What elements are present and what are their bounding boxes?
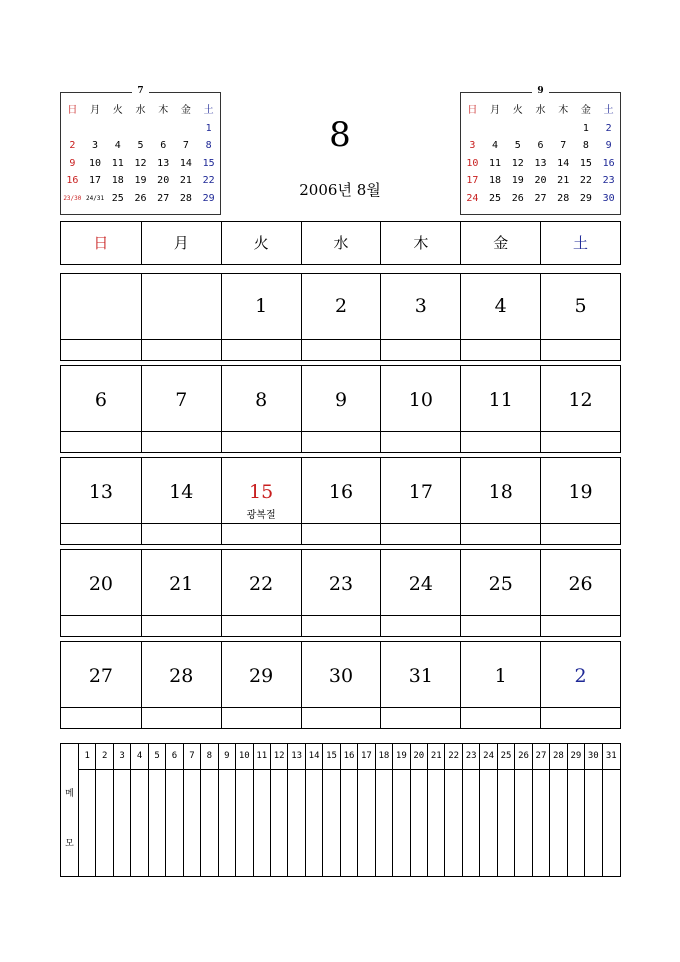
day-number: 3 — [414, 295, 427, 317]
day-number: 15 — [249, 481, 274, 503]
day-note-strip — [222, 707, 301, 728]
day-note-strip — [302, 523, 381, 544]
mini-day: 6 — [537, 140, 544, 151]
mini-day — [552, 120, 575, 138]
day-cell[interactable] — [141, 274, 221, 360]
mini-day: 8 — [582, 140, 589, 151]
day-cell[interactable] — [460, 458, 540, 544]
day-cell[interactable] — [540, 366, 620, 452]
mini-weekday-label: 水 — [535, 105, 546, 116]
day-cell[interactable] — [61, 550, 141, 636]
day-note-strip — [541, 707, 620, 728]
mini-day: 26 — [134, 192, 147, 204]
memo-day-number: 14 — [306, 744, 322, 770]
mini-day — [529, 120, 552, 138]
day-note-strip — [461, 431, 540, 452]
memo-day-number: 24 — [480, 744, 496, 770]
mini-day: 7 — [560, 140, 567, 151]
day-note-strip — [541, 615, 620, 636]
memo-day-number: 27 — [533, 744, 549, 770]
day-number: 16 — [328, 481, 354, 503]
day-number: 26 — [568, 573, 593, 595]
weekday-label: 月 — [141, 222, 221, 264]
mini-calendar-month-label: 9 — [532, 86, 548, 96]
mini-day: 9 — [605, 140, 612, 151]
memo-day-column[interactable] — [603, 744, 620, 876]
mini-weekday-label: 月 — [90, 105, 101, 116]
day-cell[interactable] — [221, 274, 301, 360]
mini-day: 23 — [602, 175, 615, 186]
memo-day-column[interactable] — [96, 744, 113, 876]
mini-weekday-label: 日 — [467, 105, 478, 116]
day-cell[interactable] — [460, 550, 540, 636]
day-cell[interactable] — [221, 458, 301, 544]
memo-day-column[interactable] — [480, 744, 497, 876]
day-cell[interactable] — [301, 366, 381, 452]
mini-weekday-label: 水 — [135, 105, 146, 116]
day-cell[interactable] — [141, 550, 221, 636]
day-note-strip — [142, 707, 221, 728]
mini-day: 10 — [466, 157, 479, 169]
day-cell[interactable] — [221, 366, 301, 452]
memo-day-column[interactable] — [376, 744, 393, 876]
mini-day: 8 — [205, 140, 212, 151]
day-note-strip — [222, 431, 301, 452]
memo-day-column[interactable] — [149, 744, 166, 876]
mini-day — [84, 120, 107, 138]
day-number: 2 — [574, 665, 587, 687]
mini-day — [175, 120, 198, 138]
mini-day: 13 — [157, 157, 170, 169]
memo-day-number: 15 — [323, 744, 339, 770]
mini-day: 12 — [134, 157, 147, 169]
day-number: 29 — [249, 665, 274, 687]
memo-day-column[interactable] — [411, 744, 428, 876]
memo-day-number: 16 — [341, 744, 357, 770]
day-cell[interactable] — [380, 550, 460, 636]
mini-day — [152, 120, 175, 138]
day-number: 5 — [574, 295, 587, 317]
day-number: 31 — [408, 665, 433, 687]
memo-day-column[interactable] — [201, 744, 218, 876]
mini-calendar-july — [60, 86, 221, 215]
mini-calendar-september — [460, 86, 621, 215]
mini-calendar-grid — [61, 102, 220, 207]
mini-weekday-label: 木 — [158, 105, 169, 116]
day-note-strip — [142, 431, 221, 452]
day-note-strip — [381, 523, 460, 544]
memo-day-column[interactable] — [445, 744, 462, 876]
weekday-header — [60, 221, 621, 265]
mini-day: 2 — [605, 122, 612, 134]
day-note-strip — [61, 523, 141, 544]
day-cell[interactable] — [460, 642, 540, 728]
memo-day-column[interactable] — [498, 744, 515, 876]
day-note-strip — [302, 431, 381, 452]
mini-weekday-label: 木 — [558, 105, 569, 116]
weekday-label: 土 — [540, 222, 620, 264]
day-note-strip — [142, 523, 221, 544]
memo-day-number: 5 — [149, 744, 165, 770]
day-note-strip — [61, 339, 141, 360]
memo-day-column[interactable] — [236, 744, 253, 876]
mini-day: 28 — [557, 192, 570, 204]
memo-day-column[interactable] — [114, 744, 131, 876]
mini-day: 1 — [205, 122, 212, 134]
mini-calendar-month-label: 7 — [132, 86, 148, 96]
memo-day-number: 30 — [585, 744, 601, 770]
mini-day: 3 — [92, 140, 99, 151]
mini-day: 29 — [202, 192, 215, 204]
memo-day-column[interactable] — [271, 744, 288, 876]
mini-day — [129, 120, 152, 138]
memo-day-number: 29 — [568, 744, 584, 770]
day-note-strip — [142, 339, 221, 360]
mini-day — [461, 120, 484, 138]
mini-weekday-label: 土 — [203, 105, 214, 116]
memo-day-number: 18 — [376, 744, 392, 770]
weekday-label: 水 — [301, 222, 381, 264]
mini-day: 3 — [469, 140, 476, 151]
day-note-strip — [381, 615, 460, 636]
mini-day: 20 — [534, 175, 547, 186]
day-number: 6 — [94, 389, 107, 411]
day-note-strip — [461, 523, 540, 544]
day-cell[interactable] — [380, 274, 460, 360]
mini-day: 9 — [69, 157, 76, 169]
memo-day-number: 10 — [236, 744, 252, 770]
day-note-strip — [461, 615, 540, 636]
mini-day: 5 — [137, 140, 144, 151]
mini-day: 16 — [66, 175, 79, 186]
mini-day — [484, 120, 507, 138]
memo-day-number: 17 — [358, 744, 374, 770]
mini-day: 23/30 — [63, 194, 82, 202]
mini-day: 18 — [489, 175, 502, 186]
mini-day: 25 — [111, 192, 124, 204]
mini-day — [61, 120, 84, 138]
day-cell[interactable] — [61, 274, 141, 360]
mini-day: 28 — [179, 192, 192, 204]
memo-day-number: 23 — [463, 744, 479, 770]
mini-day: 11 — [489, 157, 502, 169]
day-cell[interactable] — [141, 366, 221, 452]
memo-day-column[interactable] — [341, 744, 358, 876]
day-cell[interactable] — [540, 642, 620, 728]
mini-day: 19 — [134, 175, 147, 186]
memo-day-number: 3 — [114, 744, 130, 770]
day-note-strip — [61, 707, 141, 728]
day-note-strip — [61, 615, 141, 636]
memo-day-column[interactable] — [166, 744, 183, 876]
day-note-strip — [541, 431, 620, 452]
mini-calendar-grid — [461, 102, 620, 207]
memo-day-number: 31 — [603, 744, 620, 770]
day-note-strip — [461, 707, 540, 728]
day-number: 9 — [334, 389, 348, 411]
day-cell[interactable] — [301, 642, 381, 728]
mini-weekday-label: 火 — [512, 105, 523, 116]
day-cell[interactable] — [61, 366, 141, 452]
memo-day-column[interactable] — [219, 744, 236, 876]
mini-day: 5 — [514, 140, 521, 151]
memo-day-number: 1 — [79, 744, 95, 770]
week-row — [60, 549, 621, 637]
day-number: 11 — [488, 389, 513, 411]
day-note-strip — [61, 431, 141, 452]
mini-weekday-label: 火 — [112, 105, 123, 116]
mini-day — [106, 120, 129, 138]
mini-day: 1 — [582, 122, 589, 134]
memo-day-column[interactable] — [515, 744, 532, 876]
memo-day-column[interactable] — [550, 744, 567, 876]
day-number: 12 — [568, 389, 593, 411]
memo-day-column[interactable] — [463, 744, 480, 876]
mini-day: 17 — [89, 175, 102, 186]
memo-day-number: 12 — [271, 744, 287, 770]
mini-day: 18 — [111, 175, 124, 186]
memo-day-column[interactable] — [323, 744, 340, 876]
current-month-number: 8 — [329, 115, 351, 155]
day-number: 17 — [408, 481, 433, 503]
day-number: 7 — [175, 389, 188, 411]
memo-day-number: 19 — [393, 744, 409, 770]
week-row — [60, 641, 621, 729]
memo-day-column[interactable] — [288, 744, 305, 876]
mini-weekday-label: 月 — [490, 105, 501, 116]
mini-day: 24 — [466, 192, 479, 204]
day-number: 4 — [494, 295, 507, 317]
day-cell[interactable] — [221, 642, 301, 728]
day-number: 21 — [169, 573, 194, 595]
week-row — [60, 365, 621, 453]
day-number: 8 — [255, 389, 268, 411]
mini-weekday-label: 金 — [180, 105, 191, 116]
day-cell[interactable] — [301, 458, 381, 544]
memo-day-number: 26 — [515, 744, 531, 770]
day-number: 10 — [408, 389, 433, 411]
day-note-strip — [142, 615, 221, 636]
day-cell[interactable] — [301, 550, 381, 636]
mini-day: 25 — [489, 192, 502, 204]
memo-label — [61, 744, 79, 876]
mini-weekday-label: 金 — [580, 105, 591, 116]
mini-day: 7 — [182, 140, 189, 151]
mini-day: 24/31 — [86, 194, 105, 202]
day-note-strip — [302, 707, 381, 728]
mini-day: 12 — [511, 157, 524, 169]
mini-day: 4 — [492, 140, 499, 151]
memo-day-number: 20 — [411, 744, 427, 770]
day-number: 2 — [334, 295, 348, 317]
day-note-strip — [541, 523, 620, 544]
weekday-label: 火 — [221, 222, 301, 264]
day-number: 25 — [488, 573, 513, 595]
day-note-strip — [222, 615, 301, 636]
memo-day-column[interactable] — [306, 744, 323, 876]
memo-label-char: 메 — [65, 789, 74, 799]
mini-day: 27 — [157, 192, 170, 204]
memo-day-column[interactable] — [393, 744, 410, 876]
memo-day-column[interactable] — [184, 744, 201, 876]
day-cell[interactable] — [380, 642, 460, 728]
memo-grid — [60, 743, 621, 877]
mini-day: 17 — [466, 175, 479, 186]
day-number: 24 — [408, 573, 433, 595]
mini-day: 13 — [534, 157, 547, 169]
day-number: 23 — [328, 573, 354, 595]
day-note-strip — [541, 339, 620, 360]
memo-day-number: 21 — [428, 744, 444, 770]
day-cell[interactable] — [61, 458, 141, 544]
mini-day: 14 — [179, 157, 192, 169]
day-cell[interactable] — [141, 642, 221, 728]
day-number: 19 — [568, 481, 593, 503]
day-number: 20 — [88, 573, 114, 595]
day-cell[interactable] — [61, 642, 141, 728]
mini-day: 22 — [202, 175, 215, 186]
mini-day: 19 — [511, 175, 524, 186]
mini-day: 10 — [89, 157, 102, 169]
day-note-strip — [302, 339, 381, 360]
memo-day-column[interactable] — [428, 744, 445, 876]
mini-day: 6 — [160, 140, 167, 151]
holiday-label: 광복절 — [246, 510, 276, 521]
memo-day-column[interactable] — [568, 744, 585, 876]
day-cell[interactable] — [540, 274, 620, 360]
memo-day-number: 6 — [166, 744, 182, 770]
memo-day-number: 11 — [254, 744, 270, 770]
day-cell[interactable] — [380, 366, 460, 452]
week-row — [60, 273, 621, 361]
mini-weekday-label: 日 — [67, 105, 78, 116]
day-cell[interactable] — [221, 550, 301, 636]
memo-day-number: 25 — [498, 744, 514, 770]
memo-day-number: 9 — [219, 744, 235, 770]
weekday-label: 木 — [380, 222, 460, 264]
mini-day: 14 — [557, 157, 570, 169]
day-number: 1 — [255, 295, 268, 317]
week-row — [60, 457, 621, 545]
day-note-strip — [381, 431, 460, 452]
mini-day — [506, 120, 529, 138]
mini-day: 29 — [579, 192, 592, 204]
weekday-label: 金 — [460, 222, 540, 264]
mini-day: 16 — [602, 157, 615, 169]
day-cell[interactable] — [540, 550, 620, 636]
year-month-title: 2006년 8월 — [299, 181, 381, 199]
day-note-strip — [222, 523, 301, 544]
day-number: 14 — [169, 481, 194, 503]
day-note-strip — [222, 339, 301, 360]
mini-day: 22 — [579, 175, 592, 186]
day-number: 13 — [88, 481, 114, 503]
mini-day: 27 — [534, 192, 547, 204]
day-number: 28 — [169, 665, 194, 687]
day-note-strip — [302, 615, 381, 636]
memo-label-char: 모 — [65, 839, 74, 849]
day-cell[interactable] — [301, 274, 381, 360]
memo-day-number: 28 — [550, 744, 566, 770]
day-cell[interactable] — [540, 458, 620, 544]
day-note-strip — [381, 339, 460, 360]
memo-day-number: 8 — [201, 744, 217, 770]
day-number: 1 — [494, 665, 507, 687]
mini-day: 20 — [157, 175, 170, 186]
memo-day-column[interactable] — [131, 744, 148, 876]
mini-weekday-label: 土 — [603, 105, 614, 116]
memo-day-number: 7 — [184, 744, 200, 770]
mini-day: 21 — [179, 175, 192, 186]
day-note-strip — [461, 339, 540, 360]
day-cell[interactable] — [380, 458, 460, 544]
memo-day-column[interactable] — [533, 744, 550, 876]
weekday-label: 日 — [93, 234, 109, 252]
day-cell[interactable] — [460, 274, 540, 360]
day-cell[interactable] — [460, 366, 540, 452]
day-number: 30 — [328, 665, 354, 687]
day-number: 27 — [88, 665, 114, 687]
mini-day: 15 — [579, 157, 592, 169]
mini-day: 4 — [114, 140, 121, 151]
memo-day-column[interactable] — [585, 744, 602, 876]
memo-day-number: 4 — [131, 744, 147, 770]
memo-day-column[interactable] — [79, 744, 96, 876]
day-cell[interactable] — [141, 458, 221, 544]
day-number: 22 — [249, 573, 274, 595]
memo-day-number: 13 — [288, 744, 304, 770]
memo-day-column[interactable] — [254, 744, 271, 876]
mini-day: 30 — [602, 192, 615, 204]
memo-day-column[interactable] — [358, 744, 375, 876]
mini-day: 15 — [202, 157, 215, 169]
memo-day-number: 22 — [445, 744, 461, 770]
mini-day: 26 — [511, 192, 524, 204]
day-note-strip — [381, 707, 460, 728]
mini-day: 11 — [111, 157, 124, 169]
memo-day-number: 2 — [96, 744, 112, 770]
day-number: 18 — [488, 481, 513, 503]
mini-day: 21 — [557, 175, 570, 186]
mini-day: 2 — [69, 140, 76, 151]
